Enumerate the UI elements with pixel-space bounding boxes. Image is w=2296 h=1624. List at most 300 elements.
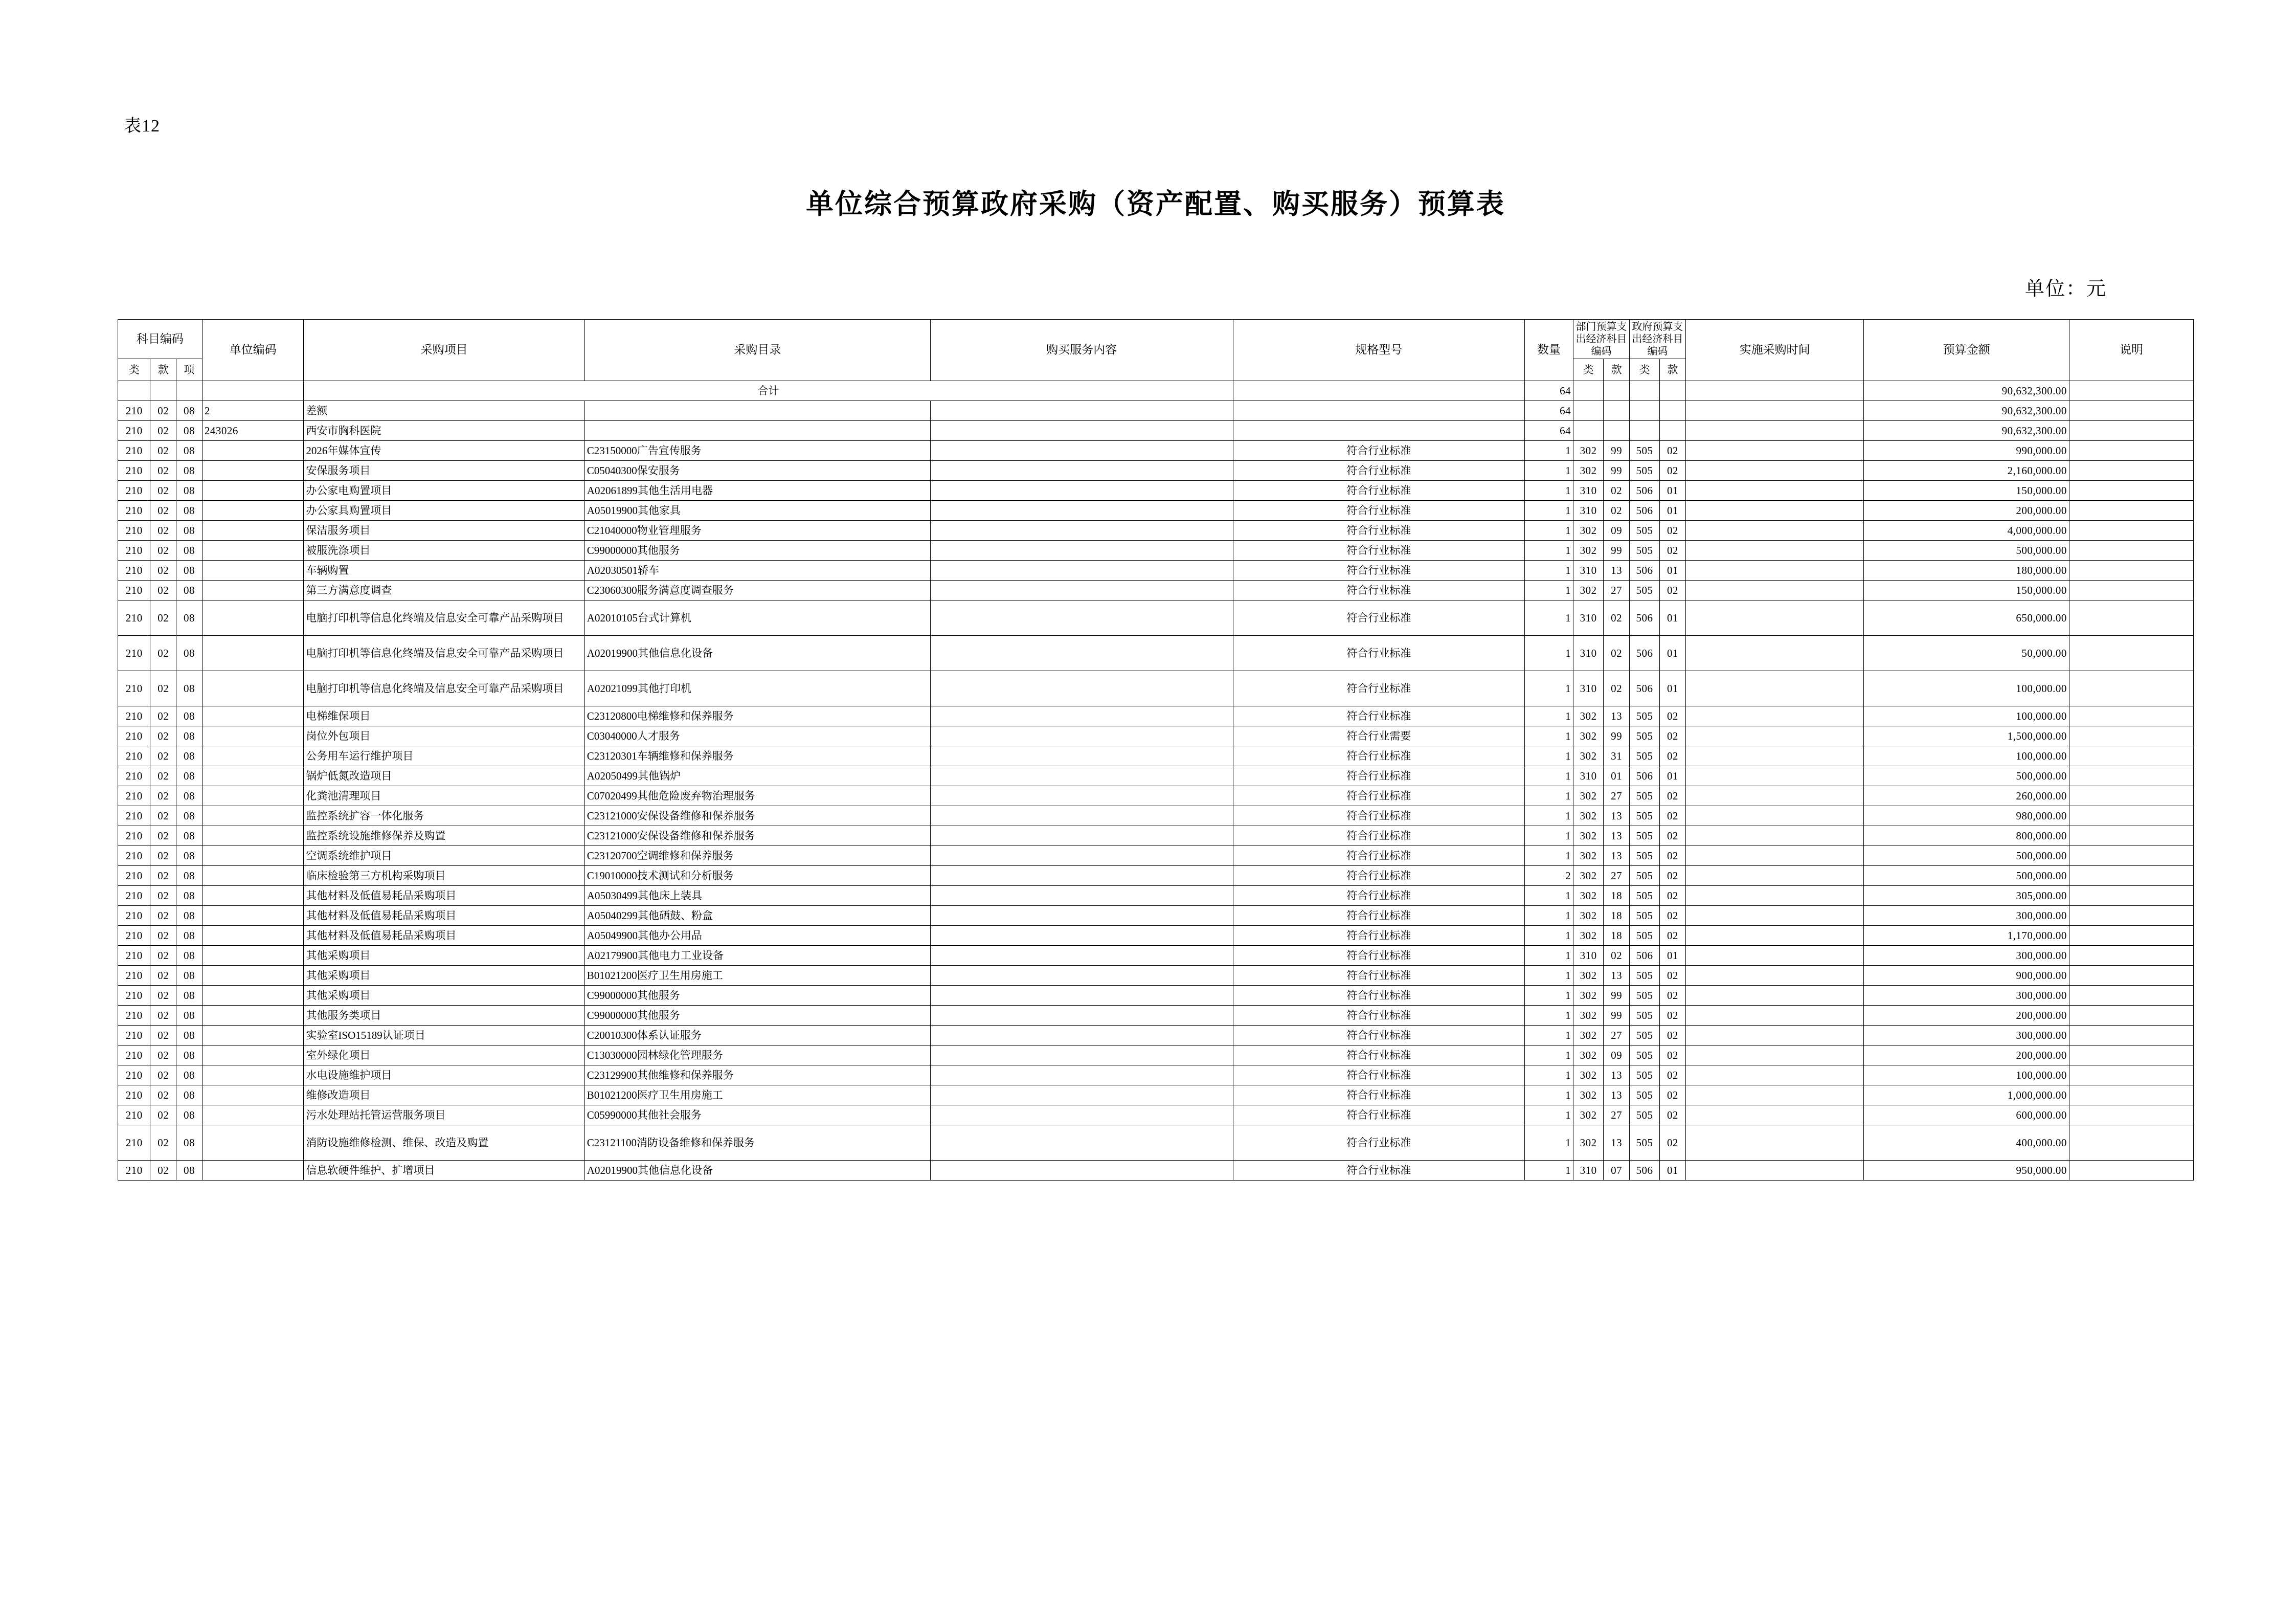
- cell-spec-model: 符合行业标准: [1233, 581, 1524, 600]
- cell-purchase-project: 电脑打印机等信息化终端及信息安全可靠产品采购项目: [304, 671, 584, 706]
- cell-quantity: 1: [1525, 441, 1573, 461]
- cell-class: 210: [118, 581, 150, 600]
- cell-section: 02: [150, 886, 176, 906]
- cell-item: 08: [176, 1161, 202, 1181]
- cell-unit-code: [202, 1045, 304, 1065]
- cell-spec-model: 符合行业标准: [1233, 481, 1524, 501]
- cell-purchase-catalog: C99000000其他服务: [584, 986, 930, 1006]
- cell-unit-code: [202, 521, 304, 541]
- cell-quantity: 1: [1525, 1006, 1573, 1026]
- cell-purchase-project: 西安市胸科医院: [304, 421, 584, 441]
- cell-quantity: 1: [1525, 1045, 1573, 1065]
- cell-gov-section: 02: [1660, 746, 1686, 766]
- cell-unit-code: [202, 1026, 304, 1045]
- cell-dept-section: 09: [1604, 521, 1630, 541]
- cell-budget-amount: 300,000.00: [1864, 946, 2069, 966]
- cell-quantity: 1: [1525, 946, 1573, 966]
- cell-quantity: 1: [1525, 1161, 1573, 1181]
- cell-gov-section: 01: [1660, 636, 1686, 671]
- cell-item: 08: [176, 581, 202, 600]
- cell-unit-code: [202, 461, 304, 481]
- cell-implement-time: [1685, 600, 1864, 636]
- cell-dept-section: 27: [1604, 1026, 1630, 1045]
- cell-implement-time: [1685, 926, 1864, 946]
- cell-item: 08: [176, 886, 202, 906]
- cell-remark: [2069, 421, 2193, 441]
- cell-purchase-catalog: C23121000安保设备维修和保养服务: [584, 826, 930, 846]
- cell-unit-code: [202, 906, 304, 926]
- cell-purchase-catalog: B01021200医疗卫生用房施工: [584, 1085, 930, 1105]
- table-row: [118, 1125, 2194, 1161]
- cell-purchase-project: 被服洗涤项目: [304, 541, 584, 561]
- cell-budget-amount: 4,000,000.00: [1864, 521, 2069, 541]
- cell-unit-code: [202, 1105, 304, 1125]
- cell-service-content: [930, 1026, 1233, 1045]
- cell-service-content: [930, 561, 1233, 581]
- cell-gov-section: 02: [1660, 1006, 1686, 1026]
- cell-class: 210: [118, 906, 150, 926]
- cell-budget-amount: 950,000.00: [1864, 1161, 2069, 1181]
- cell-service-content: [930, 401, 1233, 421]
- cell-dept-section: [1604, 381, 1630, 401]
- cell-spec-model: 符合行业标准: [1233, 671, 1524, 706]
- cell-implement-time: [1685, 986, 1864, 1006]
- cell-class: [118, 381, 150, 401]
- table-header-row-1: [118, 320, 2194, 359]
- cell-dept-class: 310: [1573, 600, 1604, 636]
- cell-unit-code: [202, 561, 304, 581]
- cell-section: 02: [150, 1026, 176, 1045]
- cell-dept-class: 310: [1573, 636, 1604, 671]
- cell-item: 08: [176, 866, 202, 886]
- cell-spec-model: 符合行业标准: [1233, 1125, 1524, 1161]
- cell-dept-section: 27: [1604, 1105, 1630, 1125]
- cell-purchase-catalog: A05030499其他床上装具: [584, 886, 930, 906]
- cell-service-content: [930, 966, 1233, 986]
- cell-class: 210: [118, 600, 150, 636]
- cell-class: 210: [118, 481, 150, 501]
- cell-gov-section: 02: [1660, 826, 1686, 846]
- cell-gov-section: 01: [1660, 501, 1686, 521]
- cell-dept-section: 07: [1604, 1161, 1630, 1181]
- cell-budget-amount: 150,000.00: [1864, 581, 2069, 600]
- cell-class: 210: [118, 766, 150, 786]
- cell-gov-class: 505: [1629, 726, 1659, 746]
- table-row: [118, 866, 2194, 886]
- cell-dept-class: 302: [1573, 541, 1604, 561]
- cell-gov-class: 506: [1629, 1161, 1659, 1181]
- cell-unit-code: [202, 806, 304, 826]
- table-row: [118, 946, 2194, 966]
- cell-unit-code: [202, 1085, 304, 1105]
- cell-quantity: 1: [1525, 461, 1573, 481]
- header-gov-section: 款: [1660, 359, 1686, 381]
- cell-budget-amount: 260,000.00: [1864, 786, 2069, 806]
- cell-item: 08: [176, 1006, 202, 1026]
- cell-gov-class: [1629, 401, 1659, 421]
- cell-dept-class: 302: [1573, 581, 1604, 600]
- header-budget-amount: 预算金额: [1864, 320, 2069, 381]
- cell-section: 02: [150, 421, 176, 441]
- cell-dept-class: 302: [1573, 1006, 1604, 1026]
- cell-purchase-project: 2026年媒体宣传: [304, 441, 584, 461]
- cell-quantity: 1: [1525, 986, 1573, 1006]
- cell-implement-time: [1685, 541, 1864, 561]
- cell-implement-time: [1685, 746, 1864, 766]
- cell-item: 08: [176, 986, 202, 1006]
- cell-dept-class: 302: [1573, 966, 1604, 986]
- cell-quantity: 1: [1525, 501, 1573, 521]
- cell-gov-section: 01: [1660, 1161, 1686, 1181]
- cell-remark: [2069, 726, 2193, 746]
- cell-spec-model: 符合行业标准: [1233, 541, 1524, 561]
- cell-service-content: [930, 581, 1233, 600]
- cell-remark: [2069, 966, 2193, 986]
- cell-purchase-project: 电脑打印机等信息化终端及信息安全可靠产品采购项目: [304, 636, 584, 671]
- cell-gov-section: 02: [1660, 1026, 1686, 1045]
- cell-gov-class: 506: [1629, 561, 1659, 581]
- cell-implement-time: [1685, 726, 1864, 746]
- cell-implement-time: [1685, 886, 1864, 906]
- cell-gov-class: 505: [1629, 886, 1659, 906]
- cell-purchase-project: 安保服务项目: [304, 461, 584, 481]
- cell-class: 210: [118, 1045, 150, 1065]
- cell-quantity: 1: [1525, 561, 1573, 581]
- cell-unit-code: [202, 581, 304, 600]
- cell-gov-class: 505: [1629, 966, 1659, 986]
- cell-section: 02: [150, 746, 176, 766]
- cell-budget-amount: 150,000.00: [1864, 481, 2069, 501]
- cell-gov-section: 01: [1660, 481, 1686, 501]
- cell-unit-code: [202, 671, 304, 706]
- cell-unit-code: 2: [202, 401, 304, 421]
- cell-section: 02: [150, 671, 176, 706]
- cell-purchase-project: 实验室ISO15189认证项目: [304, 1026, 584, 1045]
- cell-unit-code: [202, 1065, 304, 1085]
- cell-service-content: [930, 1065, 1233, 1085]
- cell-purchase-catalog: A02030501轿车: [584, 561, 930, 581]
- cell-gov-class: 505: [1629, 926, 1659, 946]
- cell-dept-section: 27: [1604, 581, 1630, 600]
- cell-purchase-project: 临床检验第三方机构采购项目: [304, 866, 584, 886]
- cell-implement-time: [1685, 846, 1864, 866]
- header-dept-budget-econ-code: 部门预算支出经济科目编码: [1573, 320, 1630, 359]
- cell-section: 02: [150, 906, 176, 926]
- cell-service-content: [930, 1085, 1233, 1105]
- cell-purchase-catalog: B01021200医疗卫生用房施工: [584, 966, 930, 986]
- cell-spec-model: [1233, 421, 1524, 441]
- cell-spec-model: 符合行业标准: [1233, 786, 1524, 806]
- cell-item: 08: [176, 1065, 202, 1085]
- cell-quantity: 1: [1525, 786, 1573, 806]
- cell-remark: [2069, 786, 2193, 806]
- cell-class: 210: [118, 746, 150, 766]
- cell-gov-section: 02: [1660, 886, 1686, 906]
- cell-class: 210: [118, 541, 150, 561]
- cell-purchase-catalog: C20010300体系认证服务: [584, 1026, 930, 1045]
- cell-remark: [2069, 381, 2193, 401]
- header-gov-class: 类: [1629, 359, 1659, 381]
- cell-dept-section: 99: [1604, 726, 1630, 746]
- table-row: [118, 906, 2194, 926]
- cell-remark: [2069, 986, 2193, 1006]
- cell-purchase-project: 其他材料及低值易耗品采购项目: [304, 906, 584, 926]
- cell-section: 02: [150, 1006, 176, 1026]
- cell-remark: [2069, 541, 2193, 561]
- table-row: [118, 786, 2194, 806]
- cell-purchase-project: 空调系统维护项目: [304, 846, 584, 866]
- cell-service-content: [930, 1006, 1233, 1026]
- cell-gov-class: 505: [1629, 1125, 1659, 1161]
- cell-budget-amount: 300,000.00: [1864, 906, 2069, 926]
- table-row: [118, 966, 2194, 986]
- cell-quantity: 64: [1525, 381, 1573, 401]
- cell-dept-section: 02: [1604, 481, 1630, 501]
- cell-remark: [2069, 806, 2193, 826]
- cell-dept-section: 99: [1604, 461, 1630, 481]
- cell-dept-class: 302: [1573, 1105, 1604, 1125]
- cell-remark: [2069, 401, 2193, 421]
- cell-gov-section: 01: [1660, 946, 1686, 966]
- cell-dept-section: [1604, 421, 1630, 441]
- cell-section: [150, 381, 176, 401]
- cell-service-content: [930, 441, 1233, 461]
- cell-class: 210: [118, 726, 150, 746]
- cell-unit-code: [202, 381, 304, 401]
- cell-class: 210: [118, 926, 150, 946]
- cell-quantity: 1: [1525, 600, 1573, 636]
- cell-class: 210: [118, 671, 150, 706]
- cell-gov-class: 505: [1629, 1065, 1659, 1085]
- cell-class: 210: [118, 946, 150, 966]
- cell-dept-class: 302: [1573, 1085, 1604, 1105]
- header-implement-time: 实施采购时间: [1685, 320, 1864, 381]
- cell-budget-amount: 50,000.00: [1864, 636, 2069, 671]
- cell-implement-time: [1685, 421, 1864, 441]
- cell-budget-amount: 650,000.00: [1864, 600, 2069, 636]
- cell-quantity: 1: [1525, 706, 1573, 726]
- cell-implement-time: [1685, 461, 1864, 481]
- cell-implement-time: [1685, 906, 1864, 926]
- cell-unit-code: [202, 600, 304, 636]
- cell-implement-time: [1685, 806, 1864, 826]
- cell-gov-class: 505: [1629, 806, 1659, 826]
- cell-gov-section: 01: [1660, 561, 1686, 581]
- cell-section: 02: [150, 806, 176, 826]
- cell-gov-section: 02: [1660, 1085, 1686, 1105]
- cell-remark: [2069, 636, 2193, 671]
- cell-section: 02: [150, 481, 176, 501]
- cell-spec-model: 符合行业标准: [1233, 461, 1524, 481]
- cell-unit-code: [202, 636, 304, 671]
- cell-gov-section: 02: [1660, 1065, 1686, 1085]
- cell-spec-model: 符合行业标准: [1233, 746, 1524, 766]
- cell-quantity: 1: [1525, 846, 1573, 866]
- table-row: [118, 1105, 2194, 1125]
- cell-class: 210: [118, 886, 150, 906]
- cell-quantity: 1: [1525, 1065, 1573, 1085]
- cell-section: 02: [150, 966, 176, 986]
- cell-dept-class: [1573, 381, 1604, 401]
- cell-quantity: 1: [1525, 826, 1573, 846]
- cell-spec-model: 符合行业需要: [1233, 726, 1524, 746]
- table-row: [118, 846, 2194, 866]
- cell-purchase-project: 消防设施维修检测、维保、改造及购置: [304, 1125, 584, 1161]
- cell-remark: [2069, 441, 2193, 461]
- cell-dept-section: 13: [1604, 966, 1630, 986]
- table-row: [118, 986, 2194, 1006]
- cell-purchase-project: 合计: [304, 381, 1233, 401]
- cell-dept-class: 302: [1573, 866, 1604, 886]
- cell-spec-model: 符合行业标准: [1233, 906, 1524, 926]
- cell-dept-class: 310: [1573, 501, 1604, 521]
- cell-quantity: 1: [1525, 521, 1573, 541]
- cell-section: 02: [150, 766, 176, 786]
- cell-budget-amount: 90,632,300.00: [1864, 421, 2069, 441]
- table-row: [118, 541, 2194, 561]
- header-unit-code: 单位编码: [202, 320, 304, 381]
- cell-item: 08: [176, 421, 202, 441]
- cell-gov-class: 505: [1629, 521, 1659, 541]
- cell-implement-time: [1685, 671, 1864, 706]
- cell-dept-class: 302: [1573, 1045, 1604, 1065]
- cell-purchase-project: 办公家具购置项目: [304, 501, 584, 521]
- cell-dept-class: 302: [1573, 786, 1604, 806]
- cell-implement-time: [1685, 1065, 1864, 1085]
- cell-gov-section: 02: [1660, 461, 1686, 481]
- cell-dept-class: 310: [1573, 561, 1604, 581]
- cell-item: 08: [176, 1105, 202, 1125]
- cell-purchase-catalog: C05990000其他社会服务: [584, 1105, 930, 1125]
- cell-purchase-project: 其他采购项目: [304, 986, 584, 1006]
- cell-remark: [2069, 1161, 2193, 1181]
- cell-service-content: [930, 726, 1233, 746]
- cell-remark: [2069, 926, 2193, 946]
- cell-item: 08: [176, 806, 202, 826]
- cell-purchase-catalog: A05040299其他硒鼓、粉盒: [584, 906, 930, 926]
- cell-class: 210: [118, 461, 150, 481]
- cell-purchase-catalog: A02019900其他信息化设备: [584, 636, 930, 671]
- cell-implement-time: [1685, 866, 1864, 886]
- cell-dept-class: 310: [1573, 481, 1604, 501]
- cell-dept-section: 18: [1604, 906, 1630, 926]
- cell-dept-section: 13: [1604, 1065, 1630, 1085]
- cell-quantity: 1: [1525, 806, 1573, 826]
- cell-gov-section: [1660, 401, 1686, 421]
- cell-implement-time: [1685, 1105, 1864, 1125]
- cell-item: 08: [176, 766, 202, 786]
- table-row: [118, 746, 2194, 766]
- cell-budget-amount: 1,000,000.00: [1864, 1085, 2069, 1105]
- cell-gov-class: 505: [1629, 1026, 1659, 1045]
- cell-section: 02: [150, 1065, 176, 1085]
- cell-purchase-catalog: C23060300服务满意度调查服务: [584, 581, 930, 600]
- table-row: [118, 1065, 2194, 1085]
- cell-dept-section: 01: [1604, 766, 1630, 786]
- cell-gov-section: 02: [1660, 926, 1686, 946]
- cell-spec-model: 符合行业标准: [1233, 846, 1524, 866]
- cell-service-content: [930, 541, 1233, 561]
- cell-budget-amount: 900,000.00: [1864, 966, 2069, 986]
- cell-section: 02: [150, 401, 176, 421]
- cell-unit-code: [202, 746, 304, 766]
- cell-quantity: 1: [1525, 636, 1573, 671]
- cell-budget-amount: 1,500,000.00: [1864, 726, 2069, 746]
- cell-dept-class: 310: [1573, 671, 1604, 706]
- cell-service-content: [930, 1125, 1233, 1161]
- cell-quantity: 1: [1525, 541, 1573, 561]
- header-purchase-project: 采购项目: [304, 320, 584, 381]
- cell-gov-section: 02: [1660, 786, 1686, 806]
- cell-gov-class: 505: [1629, 581, 1659, 600]
- cell-gov-class: 505: [1629, 846, 1659, 866]
- header-class: 类: [118, 359, 150, 381]
- cell-dept-section: 13: [1604, 846, 1630, 866]
- cell-service-content: [930, 766, 1233, 786]
- cell-purchase-project: 锅炉低氮改造项目: [304, 766, 584, 786]
- cell-gov-section: 02: [1660, 1105, 1686, 1125]
- cell-spec-model: 符合行业标准: [1233, 766, 1524, 786]
- cell-unit-code: [202, 541, 304, 561]
- cell-gov-section: 02: [1660, 706, 1686, 726]
- cell-service-content: [930, 846, 1233, 866]
- cell-dept-section: 99: [1604, 441, 1630, 461]
- cell-quantity: 1: [1525, 746, 1573, 766]
- cell-purchase-catalog: A02061899其他生活用电器: [584, 481, 930, 501]
- cell-implement-time: [1685, 826, 1864, 846]
- cell-class: 210: [118, 1026, 150, 1045]
- cell-purchase-project: 办公家电购置项目: [304, 481, 584, 501]
- cell-class: 210: [118, 706, 150, 726]
- cell-purchase-project: 其他采购项目: [304, 946, 584, 966]
- cell-unit-code: [202, 846, 304, 866]
- cell-gov-section: 01: [1660, 600, 1686, 636]
- cell-gov-section: 02: [1660, 866, 1686, 886]
- cell-class: 210: [118, 826, 150, 846]
- cell-implement-time: [1685, 1125, 1864, 1161]
- form-number: 表12: [124, 117, 160, 136]
- cell-gov-class: 505: [1629, 1085, 1659, 1105]
- cell-gov-class: 506: [1629, 946, 1659, 966]
- cell-dept-section: 18: [1604, 926, 1630, 946]
- cell-spec-model: 符合行业标准: [1233, 706, 1524, 726]
- cell-quantity: 1: [1525, 1085, 1573, 1105]
- cell-purchase-catalog: A05019900其他家具: [584, 501, 930, 521]
- cell-service-content: [930, 421, 1233, 441]
- cell-gov-section: 02: [1660, 1125, 1686, 1161]
- cell-section: 02: [150, 866, 176, 886]
- cell-section: 02: [150, 1125, 176, 1161]
- cell-unit-code: [202, 726, 304, 746]
- cell-purchase-project: 其他服务类项目: [304, 1006, 584, 1026]
- cell-purchase-catalog: C23121100消防设备维修和保养服务: [584, 1125, 930, 1161]
- cell-gov-class: 505: [1629, 541, 1659, 561]
- cell-purchase-catalog: C99000000其他服务: [584, 1006, 930, 1026]
- cell-budget-amount: 305,000.00: [1864, 886, 2069, 906]
- cell-class: 210: [118, 966, 150, 986]
- cell-purchase-project: 监控系统扩容一体化服务: [304, 806, 584, 826]
- cell-gov-class: 505: [1629, 906, 1659, 926]
- cell-purchase-catalog: C99000000其他服务: [584, 541, 930, 561]
- cell-section: 02: [150, 581, 176, 600]
- cell-budget-amount: 500,000.00: [1864, 766, 2069, 786]
- cell-gov-section: 02: [1660, 986, 1686, 1006]
- cell-spec-model: 符合行业标准: [1233, 886, 1524, 906]
- table-row: [118, 421, 2194, 441]
- cell-spec-model: [1233, 381, 1524, 401]
- cell-item: 08: [176, 906, 202, 926]
- cell-implement-time: [1685, 966, 1864, 986]
